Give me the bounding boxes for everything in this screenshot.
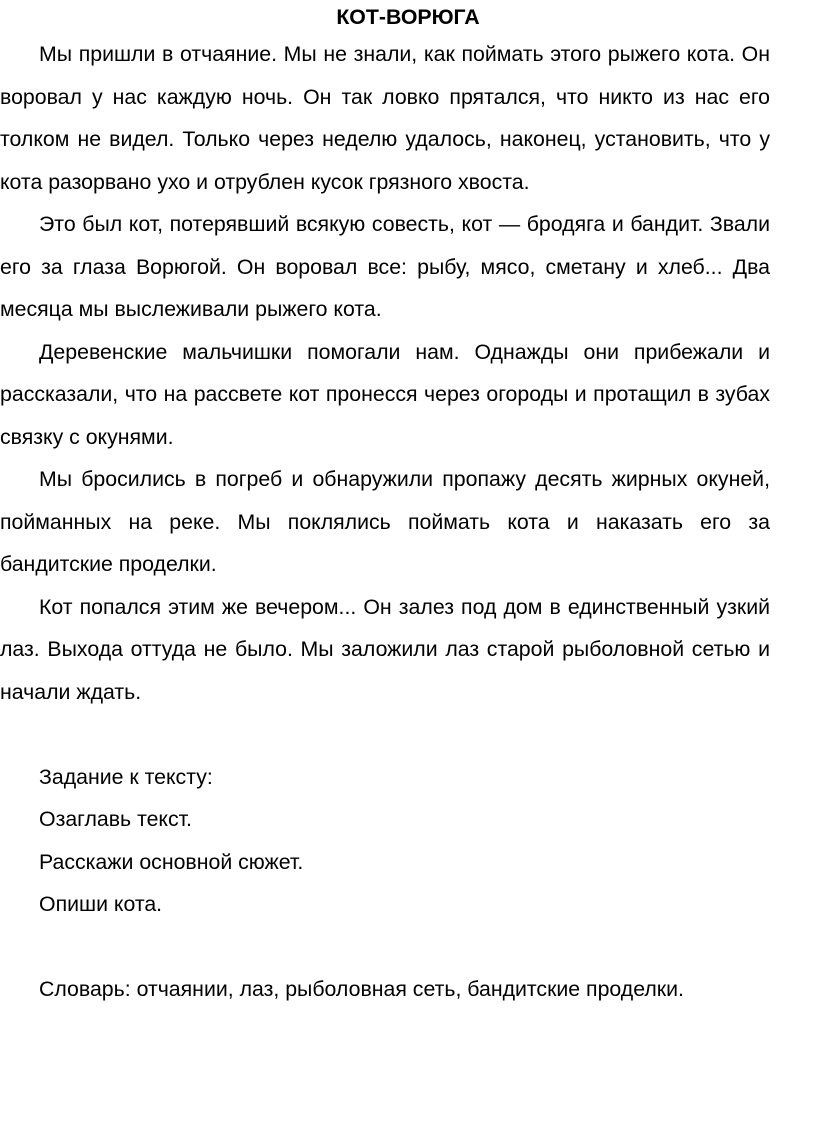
vocabulary: Словарь: отчаянии, лаз, рыболовная сеть, бандитские проделки. bbox=[39, 977, 684, 1001]
task-heading: Задание к тексту: bbox=[39, 764, 213, 789]
spacer bbox=[0, 926, 770, 969]
task-item: Озаглавь текст. bbox=[39, 807, 192, 831]
document-title: КОТ-ВОРЮГА bbox=[336, 5, 480, 29]
paragraph-5: Кот попался этим же вечером... Он залез под дом в единственный узкий лаз. Выхода оттуда не было. Мы заложили лаз старой рыболовной сетью и начали ждать. bbox=[0, 594, 770, 704]
paragraph-4: Мы бросились в погреб и обнаружили пропажу десять жирных окуней, пойманных на реке. Мы поклялись поймать кота и наказать его за бандитские проделки. bbox=[0, 467, 770, 576]
spacer bbox=[0, 713, 770, 756]
paragraph-3: Деревенские мальчишки помогали нам. Однажды они прибежали и рассказали, что на рассвете кот пронесся через огороды и протащил в зубах связку с окунями. bbox=[0, 339, 770, 449]
task-section bbox=[0, 756, 770, 926]
paragraph-1: Мы пришли в отчаяние. Мы не знали, как поймать этого рыжего кота. Он воровал у нас каждую ночь. Он так ловко прятался, что никто из нас его толком не видел. Только через неделю удалось, наконец, установить, что у кота разорвано ухо и отрублен кусок грязного хвоста. bbox=[0, 42, 770, 194]
task-item: Опиши кота. bbox=[39, 892, 163, 916]
story-text bbox=[0, 33, 770, 1011]
paragraph-2: Это был кот, потерявший всякую совесть, кот — бродяга и бандит. Звали его за глаза Ворюгой. Он воровал все: рыбу, мясо, сметану и хлеб... Два месяца мы выслеживали рыжего кота. bbox=[0, 212, 770, 321]
task-item: Расскажи основной сюжет. bbox=[39, 849, 304, 874]
